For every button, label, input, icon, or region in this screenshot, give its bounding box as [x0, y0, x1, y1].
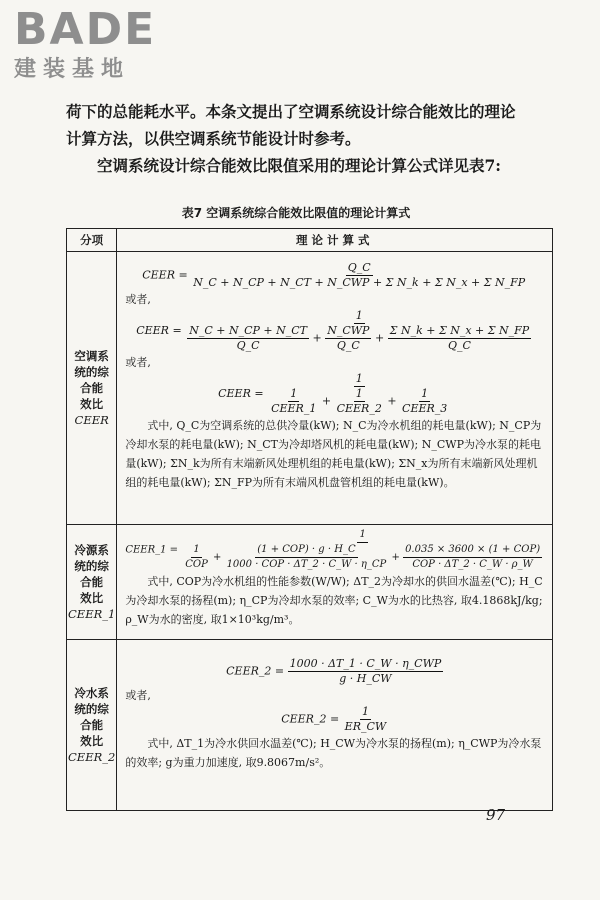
fraction — [181, 528, 544, 572]
fraction-denominator: $\frac{1}{\text{COP}}$ + $\frac{\text{(1 + COP) · g · H\_C}}{\text{1000 · COP · ΔT\_2 · C\_W · η\_CP}}$ + $\frac{\text{0.035 × 3600 × (1 + COP)}}{\text{COP · ΔT\_2 · C\_W · ρ\_W}}$ — [185, 544, 541, 570]
category-line: 统的综 — [74, 702, 109, 716]
formula-line — [125, 657, 544, 686]
table-row — [67, 252, 553, 525]
fraction-denominator: g · H_CW — [339, 672, 392, 685]
table-row — [67, 525, 553, 640]
table-caption: 表7 空调系统综合能效比限值的理论计算式 — [181, 206, 411, 220]
logo-subtitle: 建装基地 — [14, 57, 131, 82]
formula-line — [125, 705, 544, 734]
category-cell — [67, 525, 117, 640]
fraction-denominator: CEER_3 — [402, 402, 448, 415]
formula-cell — [117, 525, 553, 640]
logo-wordmark: BADE — [14, 4, 157, 55]
formula-line — [125, 261, 544, 290]
fraction-denominator: 1000 · COP · ΔT_2 · C_W · η_CP — [226, 559, 387, 570]
formula-note: 式中, Q_C为空调系统的总供冷量(kW); N_C为冷水机组的耗电量(kW); N_CP为冷却水泵的耗电量(kW); N_CT为冷却塔风机的耗电量(kW); N_CWP为冷水泵的耗电量(kW); ΣN_k为所有末端新风处理机组的耗电量(kW); ΣN_x为所有末端新风处理机组的耗电量(kW); ΣN_FP为所有末端风机盘管机组的耗电量(kW)。 — [125, 419, 542, 489]
fraction-denominator: CEER_2 — [336, 402, 382, 415]
formula-lhs: CEER_1 = — [125, 544, 179, 556]
category-symbol: CEER_1 — [68, 607, 116, 621]
fraction-numerator: 1 — [357, 528, 367, 543]
fraction-denominator: Q_C — [236, 339, 260, 352]
fraction-denominator: COP — [185, 559, 208, 570]
formula-lhs: CEER_2 = — [281, 712, 340, 726]
fraction-numerator: 1 — [361, 705, 369, 718]
fraction-denominator: ER_CW — [344, 720, 387, 733]
fraction — [388, 324, 532, 353]
category-line: 统的综 — [74, 365, 109, 379]
fraction — [267, 372, 451, 416]
or-label: 或者, — [125, 689, 151, 702]
formula-line — [125, 372, 544, 416]
fraction — [185, 309, 533, 353]
or-label: 或者, — [125, 293, 151, 306]
fraction — [288, 657, 444, 686]
fraction-denominator: Q_C — [336, 339, 360, 352]
fraction-numerator: N_CWP — [327, 324, 370, 337]
category-line: 统的综 — [74, 559, 109, 573]
table-header-row — [67, 229, 553, 252]
formula-lhs: CEER = — [136, 324, 182, 337]
fraction-numerator: (1 + COP) · g · H_C — [255, 543, 357, 558]
category-line: 合能 — [80, 575, 104, 589]
fraction-denominator: $\frac{1}{\text{CEER\_1}}$ + $\frac{1}{\text{CEER\_2}}$ + $\frac{1}{\text{CEER\_3}}$ — [271, 387, 448, 415]
formula-table — [66, 228, 553, 811]
fraction-denominator: Q_C — [447, 339, 471, 352]
col-header-formula: 理论计算式 — [117, 229, 553, 252]
formula-lhs: CEER = — [218, 387, 264, 400]
intro-paragraph-1: 荷下的总能耗水平。本条文提出了空调系统设计综合能效比的理论计算方法，以供空调系统节能设计时参考。 — [66, 102, 516, 148]
category-line: 合能 — [80, 381, 104, 395]
formula-lhs: CEER = — [142, 268, 188, 282]
fraction-numerator: 1 — [355, 372, 363, 385]
category-cell — [67, 640, 117, 811]
page-number: 97 — [486, 806, 506, 824]
formula-line — [125, 528, 544, 572]
category-line: 效比 — [80, 397, 104, 411]
category-line: 冷水系 — [74, 686, 109, 700]
fraction — [191, 261, 527, 290]
formula-lhs: CEER_2 = — [226, 664, 285, 678]
category-line: 空调系 — [74, 349, 109, 363]
col-header-category: 分项 — [67, 229, 117, 252]
category-line: 冷源系 — [74, 543, 109, 557]
category-line: 合能 — [80, 718, 104, 732]
fraction — [343, 705, 389, 734]
intro-text — [66, 98, 526, 179]
fraction-denominator: CEER_1 — [271, 402, 317, 415]
fraction-numerator: Σ N_k + Σ N_x + Σ N_FP — [389, 324, 530, 337]
fraction — [187, 324, 309, 353]
formula-note: 式中, COP为冷水机组的性能参数(W/W); ΔT_2为冷却水的供回水温差(℃); H_C为冷却水泵的扬程(m); η_CP为冷却水泵的效率; C_W为水的比热容, 取4.1868kJ/kg; ρ_W为水的密度, 取1×10³kg/m³。 — [125, 575, 543, 626]
fraction-numerator: 1000 · ΔT_1 · C_W · η_CWP — [289, 657, 442, 670]
category-symbol: CEER — [74, 413, 109, 427]
fraction — [325, 324, 371, 353]
formula-cell — [117, 640, 553, 811]
category-line: 效比 — [80, 734, 104, 748]
formula-cell — [117, 252, 553, 525]
table-row — [67, 640, 553, 811]
fraction-numerator: Q_C — [347, 261, 371, 274]
formula-line — [125, 309, 544, 353]
fraction-denominator: COP · ΔT_2 · C_W · ρ_W — [412, 559, 533, 570]
category-line: 效比 — [80, 591, 104, 605]
fraction-numerator: 1 — [355, 309, 363, 322]
fraction-numerator: N_C + N_CP + N_CT — [189, 324, 307, 337]
fraction-denominator: N_C + N_CP + N_CT + N_CWP + Σ N_k + Σ N_x + Σ N_FP — [193, 276, 526, 289]
or-label: 或者, — [125, 356, 151, 369]
fraction-numerator: 0.035 × 3600 × (1 + COP) — [403, 543, 542, 558]
fraction-denominator: $\frac{N\_C + N\_CP + N\_CT}{Q\_C}$ + $\frac{\text{N\_CWP}}{Q\_C}$ + $\frac{\text{Σ N\_k + Σ N\_x + Σ N\_FP}}{Q\_C}$ — [189, 324, 530, 352]
logo — [14, 6, 156, 83]
formula-note: 式中, ΔT_1为冷水供回水温差(℃); H_CW为冷水泵的扬程(m); η_CWP为冷水泵的效率; g为重力加速度, 取9.8067m/s²。 — [125, 737, 542, 769]
intro-paragraph-2: 空调系统设计综合能效比限值采用的理论计算公式详见表7: — [97, 156, 502, 175]
category-symbol: CEER_2 — [68, 750, 116, 764]
category-cell — [67, 252, 117, 525]
